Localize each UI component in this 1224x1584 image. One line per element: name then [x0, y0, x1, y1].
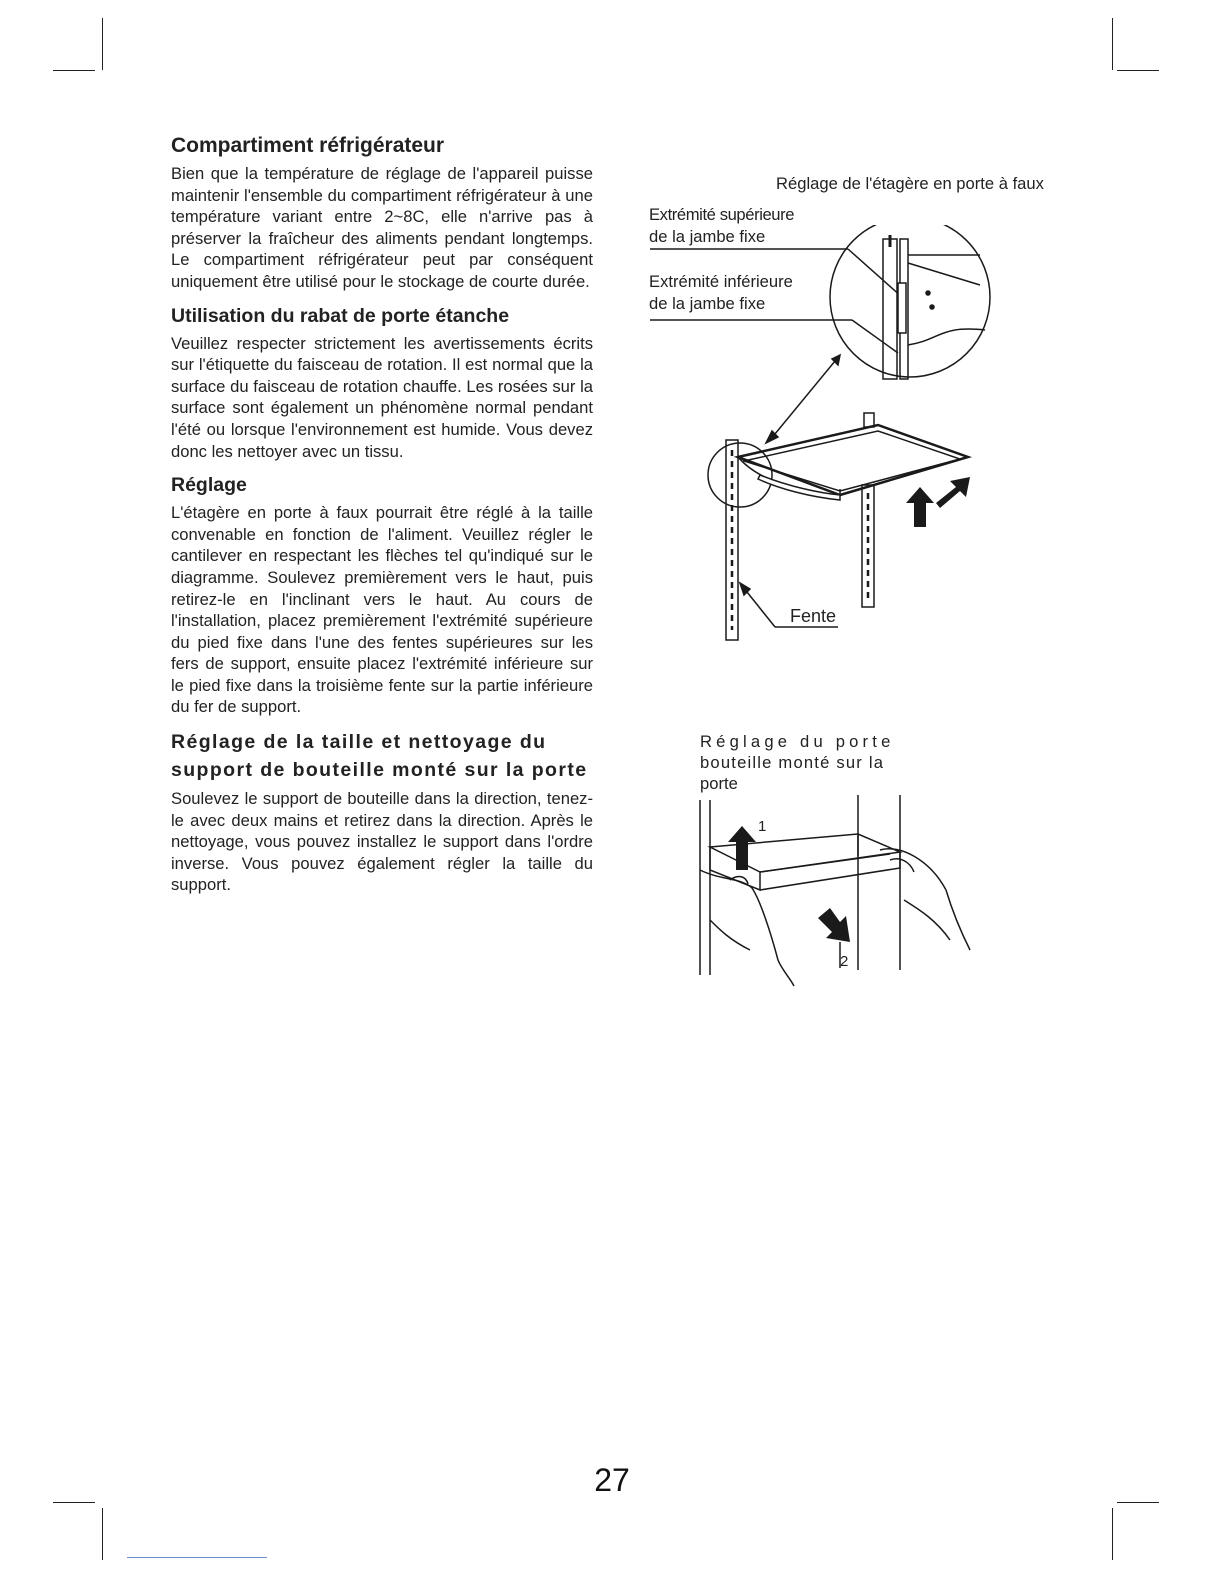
section-body: Veuillez respecter strictement les avertissements écrits sur l'étiquette du faisceau de rotation. Il est normal que la surface du faisceau de rotation chauffe. Les rosées sur la surface sont également un phénomène normal pendant l'été ou lorsque l'environnement est humide. Vous devez donc les nettoyer avec un tissu.: [171, 333, 593, 461]
figure1-label-upper-2: de la jambe fixe: [649, 227, 766, 246]
section-door-flap: [171, 303, 593, 463]
section-refrigerator: [171, 133, 593, 293]
section-body: Soulevez le support de bouteille dans la direction, tenez-le avec deux mains et retirez dans la direction. Après le nettoyage, vous pouvez installez le support dans l'ordre inverse. Vous pouvez également régler la taille du support.: [171, 789, 593, 895]
figure2-step-1: 1: [758, 818, 767, 835]
crop-mark: [53, 70, 95, 71]
section-bottle-holder: [171, 728, 593, 896]
figure1-label-lower-2: de la jambe fixe: [649, 294, 766, 313]
cantilever-shelf-diagram: [640, 225, 1020, 655]
crop-mark: [1112, 18, 1113, 70]
page-number: 27: [594, 1462, 630, 1498]
section-body: L'étagère en porte à faux pourrait être réglé à la taille convenable en fonction de l'aliment. Veuillez régler le cantilever en respectant les flèches tel qu'indiqué sur le diagramme. Soulevez premièrement vers le haut, puis retirez-le en l'inclinant vers le haut. Au cours de l'installation, placez premièrement l'extrémité supérieure du pied fixe dans l'une des fentes supérieures sur les fers de support, ensuite placez l'extrémité inférieure sur le pied fixe dans la troisième fente sur la partie inférieure du fer de support.: [171, 503, 593, 717]
figure1-label-slot: Fente: [790, 606, 837, 626]
section-heading: Réglage de la taille et nettoyage du support de bouteille monté sur la porte: [171, 731, 588, 782]
footer-link-line: [127, 1557, 267, 1558]
bottle-holder-diagram: [690, 790, 980, 990]
crop-mark: [1117, 70, 1159, 71]
crop-mark: [53, 1502, 95, 1503]
figure1-title: Réglage de l'étagère en porte à faux: [776, 174, 1044, 193]
figure2-title-3: porte: [700, 774, 738, 793]
crop-mark: [1112, 1508, 1113, 1560]
figure1-label-upper-1: Extrémité supérieure: [649, 205, 795, 224]
crop-mark: [102, 18, 103, 70]
section-heading: Utilisation du rabat de porte étanche: [171, 304, 510, 327]
figure2-title-2: bouteille monté sur la: [700, 753, 885, 772]
section-heading: Réglage: [171, 474, 247, 497]
section-body: Bien que la température de réglage de l'appareil puisse maintenir l'ensemble du compartiment réfrigérateur à une température variant entre 2~8C, elle n'arrive pas à préserver la fraîcheur des aliments pendant longtemps. Le compartiment réfrigérateur peut par conséquent uniquement être utilisé pour le stockage de courte durée.: [171, 164, 593, 291]
figure1-label-lower-1: Extrémité inférieure: [649, 272, 793, 291]
figure2-title-1: Réglage du porte: [700, 732, 895, 751]
text-column: [171, 133, 593, 906]
section-adjustment: [171, 472, 593, 718]
crop-mark: [1117, 1502, 1159, 1503]
section-heading: Compartiment réfrigérateur: [171, 134, 445, 157]
figure2-step-2: 2: [840, 953, 849, 970]
crop-mark: [102, 1508, 103, 1560]
